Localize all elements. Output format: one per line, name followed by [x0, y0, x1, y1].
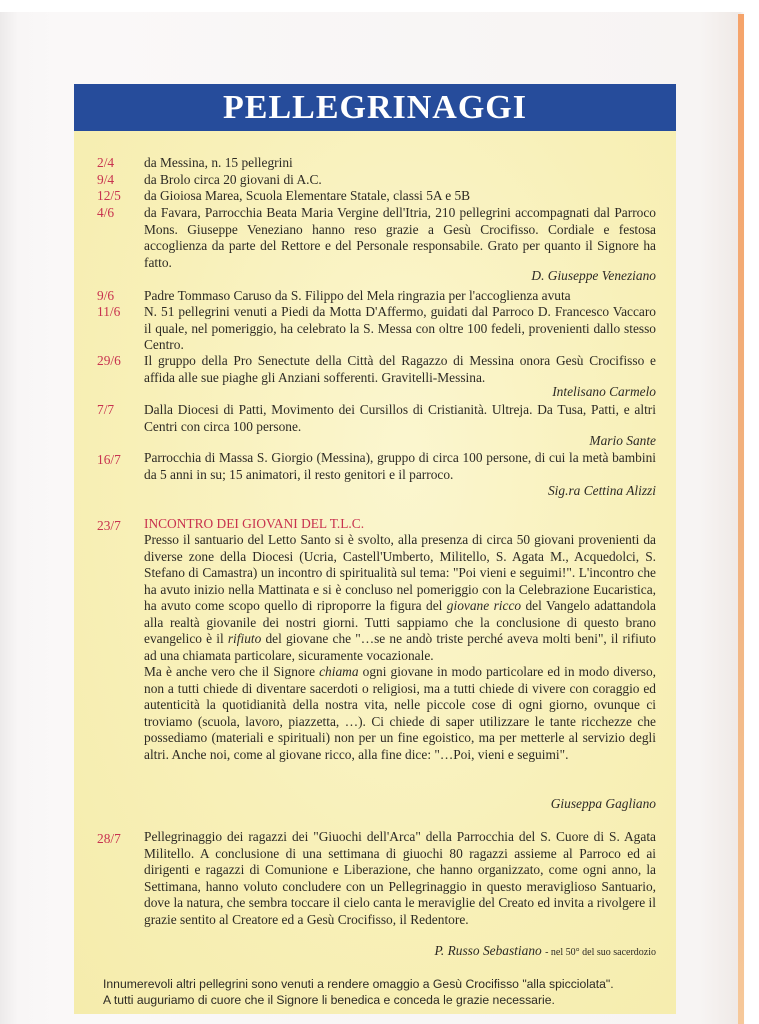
entry-heading: INCONTRO DEI GIOVANI DEL T.L.C. [144, 516, 365, 531]
entry-date: 2/4 [97, 155, 115, 170]
entry-text: Il gruppo della Pro Senectute della Città del Ragazzo di Messina onora Gesù Crocifisso e affida alle sue piaghe gli Anziani sofferenti. Gravitelli-Messina. [144, 353, 656, 385]
footer-line: A tutti auguriamo di cuore che il Signore li benedica e conceda le grazie necessarie. [103, 993, 555, 1007]
entry-text: da Brolo circa 20 giovani di A.C. [144, 172, 322, 187]
entry-signature: Mario Sante [589, 433, 656, 448]
entry-date: 16/7 [97, 452, 121, 467]
entry-text: Pellegrinaggio dei ragazzi dei "Giuochi dell'Arca" della Parrocchia del S. Cuore di S. Agata Militello. A conclusione di una settimana di giuochi 80 ragazzi assieme al Parroco ed ai dirigenti e ragazzi di Comunione e Liberazione, che hanno organizzato, come ogni anno, la Settimana, hanno voluto concludere con un Pellegrinaggio in questo meraviglioso Santuario, dove la natura, che sembra toccare il cielo canta le meraviglie del Creato ed invita a rivolgere il grazie sentito al Creatore ed a Gesù Crocifisso, il Redentore. [144, 829, 656, 927]
entry-date: 9/4 [97, 172, 115, 187]
entry-date: 9/6 [97, 288, 115, 303]
entry-text: N. 51 pellegrini venuti a Piedi da Motta D'Affermo, guidati dal Parroco D. Francesco Vaccaro il quale, nel pomeriggio, ha celebrato la S. Messa con oltre 100 fedeli, provenienti dallo stesso Centro. [144, 304, 656, 352]
entry-date: 29/6 [97, 353, 121, 368]
entry-text: Padre Tommaso Caruso da S. Filippo del Mela ringrazia per l'accoglienza avuta [144, 288, 571, 303]
entry-text: da Favara, Parrocchia Beata Maria Vergine dell'Itria, 210 pellegrini accompagnati dal Parroco Mons. Giuseppe Veneziano hanno reso grazie a Gesù Crocifisso. Cordiale e festosa accoglienza da parte del Rettore e del Personale responsabile. Grato per quanto il Signore ha fatto. [144, 205, 656, 270]
entry-date: 4/6 [97, 205, 115, 220]
entry-signature: Sig.ra Cettina Alizzi [547, 483, 656, 498]
title-banner [74, 84, 676, 131]
footer-line: Innumerevoli altri pellegrini sono venuti a rendere omaggio a Gesù Crocifisso "alla spicciolata". [103, 977, 614, 991]
page-top-edge [0, 0, 759, 12]
entry-signature: Giuseppa Gagliano [550, 796, 656, 811]
entry-signature: Intelisano Carmelo [552, 384, 656, 399]
entry-date: 23/7 [97, 518, 121, 533]
entry-text: da Messina, n. 15 pellegrini [144, 155, 293, 170]
entry-date: 28/7 [97, 831, 121, 846]
entry-signature: D. Giuseppe Veneziano [531, 268, 656, 283]
entry-date: 12/5 [97, 188, 121, 203]
footer-note [103, 976, 673, 1008]
page-orange-edge [738, 14, 744, 1024]
entry-text: Dalla Diocesi di Patti, Movimento dei Cursillos di Cristianità. Ultreja. Da Tusa, Patti, e altri Centri con circa 100 persone. [144, 402, 656, 434]
entry-signature: P. Russo Sebastiano - nel 50° del suo sacerdozio [434, 943, 656, 958]
entry-date: 11/6 [97, 304, 121, 319]
entry-text [144, 532, 656, 763]
entry-text: Parrocchia di Massa S. Giorgio (Messina), gruppo di circa 100 persone, di cui la metà bambini da 5 anni in su; 15 animatori, il resto genitori e il parroco. [144, 450, 656, 482]
entry-text: da Gioiosa Marea, Scuola Elementare Statale, classi 5A e 5B [144, 188, 471, 203]
entry-paragraph: Ma è anche vero che il Signore chiama ogni giovane in modo particolare ed in modo diverso, non a tutti chiede di diventare sacerdoti o religiosi, ma a tutti chiede di vivere con coraggio ed autenticità la quotidianità della nostra vita, nelle piccole cose di ogni giorno, ovunque ci troviamo (scuola, lavoro, piazzetta, …). Ci chiede di saper utilizzare le tante ricchezze che possediamo (materiali e spirituali) non per un fine egoistico, ma per metterle al servizio degli altri. Anche noi, come al giovane ricco, alla fine dice: "…Poi, vieni e seguimi". [144, 664, 657, 762]
entry-paragraph: Presso il santuario del Letto Santo si è svolto, alla presenza di circa 50 giovani provenienti da diverse zone della Diocesi (Ucria, Castell'Umberto, Militello, S. Agata M., Acquedolci, S. Stefano di Camastra) un incontro di spiritualità sul tema: "Poi vieni e seguimi!". L'incontro che ha avuto inizio nella Mattinata e si è concluso nel pomeriggio con la Celebrazione Eucaristica, ha avuto come scopo quello di riproporre la figura del giovane ricco del Vangelo adattandola alla realtà giovanile dei nostri giorni. Tutti sappiamo che la conclusione di questo brano evangelico è il rifiuto del giovane che "…se ne andò triste perché aveva molti beni", il rifiuto ad una chiamata particolare, sicuramente vocazionale. [144, 532, 656, 663]
entry-date: 7/7 [97, 402, 115, 417]
page-title: PELLEGRINAGGI [223, 88, 527, 126]
